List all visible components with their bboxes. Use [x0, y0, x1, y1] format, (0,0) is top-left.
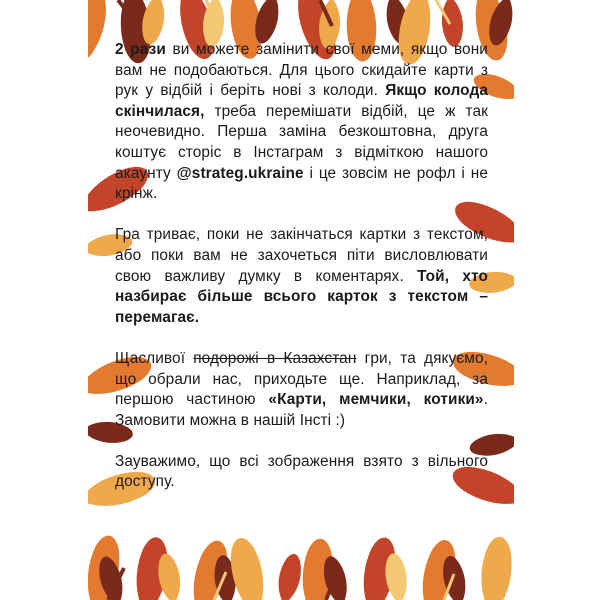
- bottom-leaves: [88, 533, 514, 600]
- rules-page: [88, 0, 514, 600]
- paragraph-image-note: Зауважимо, що всі зображення взято з вільного доступу.: [115, 452, 488, 491]
- emphasis-deck-empty: Якщо колода скінчилася,: [115, 82, 488, 120]
- rules-text: [115, 40, 488, 514]
- paragraph-game-end: Гра триває, поки не закінчаться картки з текстом, або поки вам не захочеться піти висловлювати свою важливу думку в коментарях. Той, хто назбирає більше всього карток з текстом – перемагає.: [115, 226, 488, 326]
- product-title: «Карти, мемчики, котики»: [268, 391, 484, 409]
- struck-text: подорожі в Казахстан: [193, 349, 357, 367]
- paragraph-replacements: 2 рази ви можете замінити свої меми, якщо вони вам не подобаються. Для цього скидайте карти з рук у відбій і беріть нові з колоди. Якщо колода скінчилася, треба перемішати відбій, це ж так неочевидно. Перша заміна безкоштовна, друга коштує сторіс в Інстаграм з відміткою нашого акаунту @strateg.ukraine і це зовсім не рофл і не крінж.: [115, 41, 489, 203]
- emphasis-winner: Той, хто назбирає більше всього карток з текстом – перемагає.: [115, 267, 488, 326]
- paragraph-thanks: Щасливої подорожі в Казахстан гри, та дякуємо, що обрали нас, приходьте ще. Наприклад, за першою частиною «Карти, мемчики, котики». Замовити можна в нашій Інсті :): [115, 349, 489, 429]
- instagram-handle: @strateg.ukraine: [176, 164, 304, 182]
- emphasis-times: 2 рази: [115, 41, 166, 58]
